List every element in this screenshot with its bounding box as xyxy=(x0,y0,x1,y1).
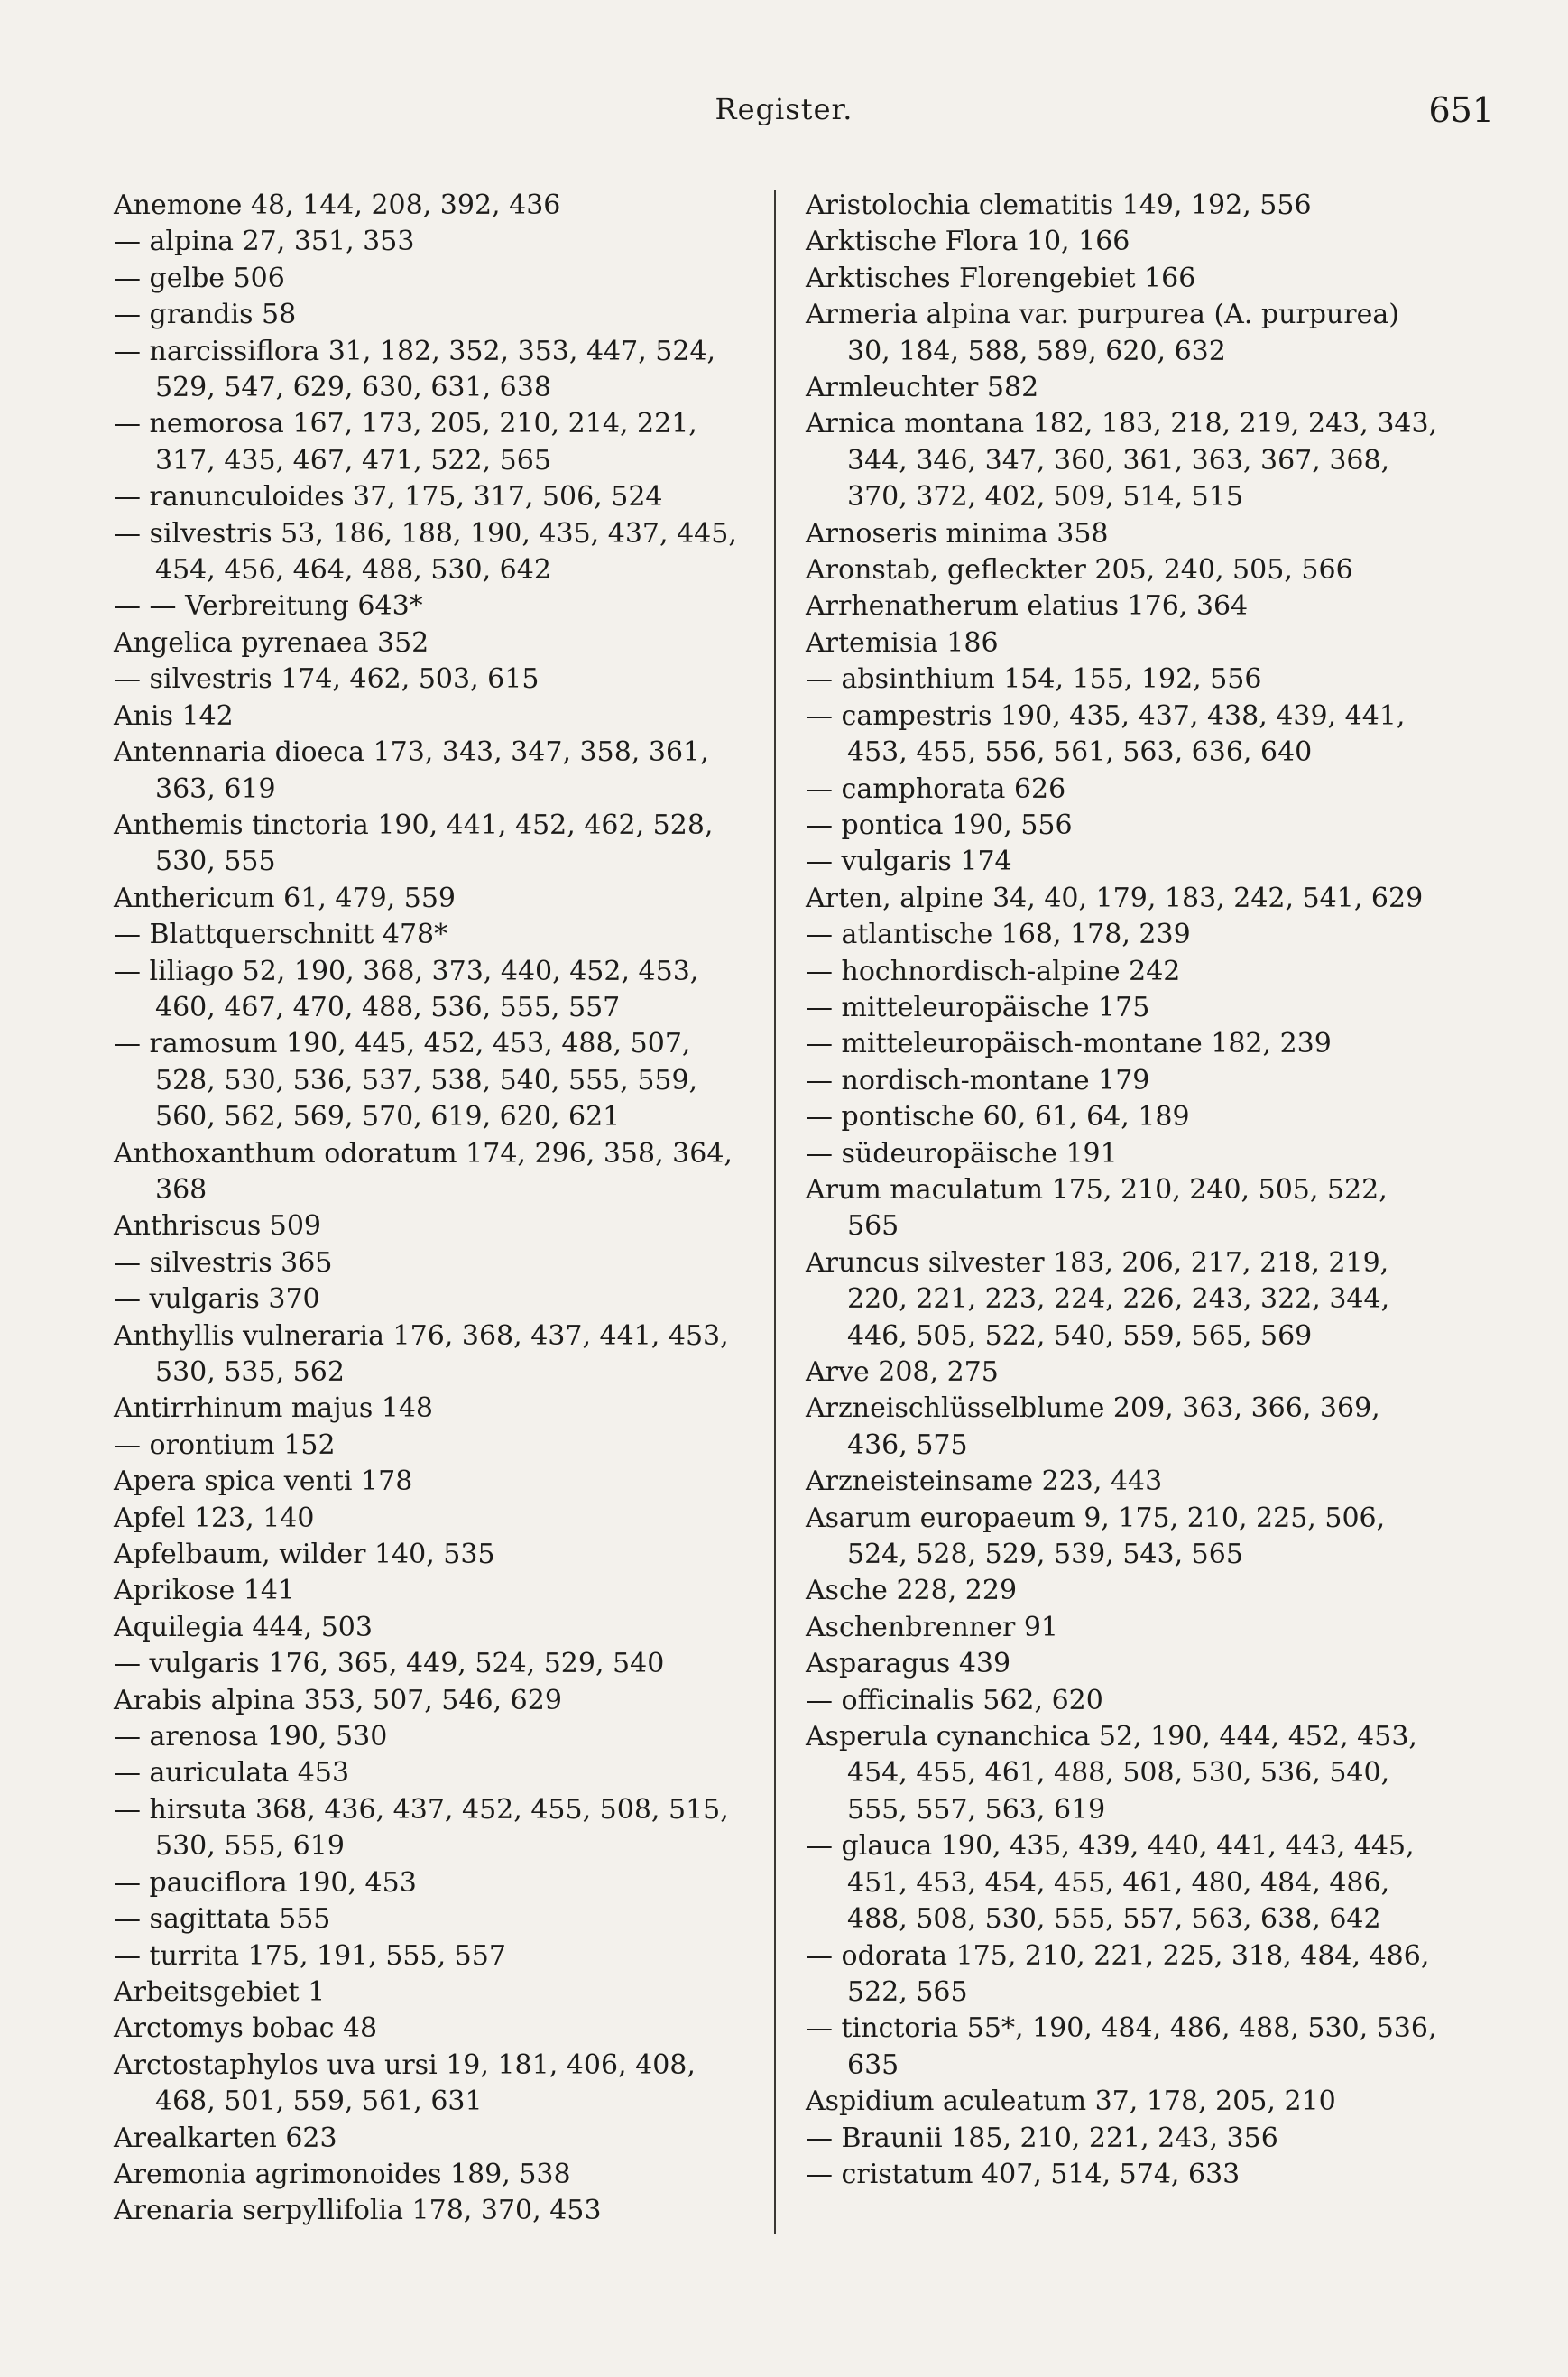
entry-text: campestris 190, 435, 437, 438, 439, 441, 453, 455, 556, 561, 563, 636, 640 xyxy=(841,699,1406,769)
page-title: Register. xyxy=(715,92,853,126)
entry-text: Braunii 185, 210, 221, 243, 356 xyxy=(841,2122,1278,2154)
entry-dash: — xyxy=(114,481,150,513)
index-entry xyxy=(114,188,750,224)
index-entry xyxy=(114,881,750,917)
index-entry xyxy=(806,1026,1442,1062)
entry-dash: — xyxy=(806,2158,842,2190)
entry-dash: — xyxy=(114,1283,150,1316)
index-entry xyxy=(114,1318,750,1392)
entry-text: nordisch-montane 179 xyxy=(841,1064,1150,1096)
index-entry xyxy=(114,1208,750,1244)
index-entry xyxy=(806,881,1442,917)
entry-text: Arenaria serpyllifolia 178, 370, 453 xyxy=(114,2195,602,2227)
entry-dash: — xyxy=(114,1721,150,1753)
entry-text: Aruncus silvester 183, 206, 217, 218, 219, 220, 221, 223, 224, 226, 243, 322, 344, 446, 505, 522, 540, 559, 565, 569 xyxy=(806,1246,1390,1352)
entry-text: Apera spica venti 178 xyxy=(114,1466,413,1498)
entry-text: silvestris 174, 462, 503, 615 xyxy=(149,663,540,696)
entry-dash: — xyxy=(114,1246,150,1279)
index-entry xyxy=(806,1136,1442,1172)
index-entry xyxy=(806,370,1442,406)
index-entry xyxy=(114,1281,750,1318)
entry-text: Antirrhinum majus 148 xyxy=(114,1392,434,1425)
index-entry xyxy=(806,1719,1442,1828)
entry-text: ramosum 190, 445, 452, 453, 488, 507, 528, 530, 536, 537, 538, 540, 555, 559, 560, 562, 569, 570, 619, 620, 621 xyxy=(149,1028,698,1133)
index-entry xyxy=(114,1683,750,1719)
entry-text: Arve 208, 275 xyxy=(806,1356,999,1388)
index-entry xyxy=(114,1428,750,1464)
index-entry xyxy=(114,661,750,698)
entry-text: Aprikose 141 xyxy=(114,1575,295,1607)
entry-text: Verbreitung 643* xyxy=(185,590,423,623)
index-entry xyxy=(806,224,1442,260)
index-entry xyxy=(114,1501,750,1537)
index-entry xyxy=(806,1099,1442,1135)
index-entry xyxy=(114,698,750,735)
entry-dash: — xyxy=(806,1830,842,1863)
entry-text: Armleuchter 582 xyxy=(806,372,1039,404)
entry-dash: — xyxy=(806,1137,842,1170)
entry-text: mitteleuropäisch-montane 182, 239 xyxy=(841,1028,1332,1060)
index-entry xyxy=(114,406,750,479)
entry-text: odorata 175, 210, 221, 225, 318, 484, 486, 522, 565 xyxy=(841,1939,1430,2008)
index-entry xyxy=(114,588,750,624)
entry-text: pauciflora 190, 453 xyxy=(149,1866,417,1899)
entry-text: Anthericum 61, 479, 559 xyxy=(114,882,456,914)
entry-text: Asperula cynanchica 52, 190, 444, 452, 453, 454, 455, 461, 488, 508, 530, 536, 540, 555, 557, 563, 619 xyxy=(806,1721,1417,1826)
entry-text: atlantische 168, 178, 239 xyxy=(841,919,1191,951)
entry-text: narcissiflora 31, 182, 352, 353, 447, 524, 529, 547, 629, 630, 631, 638 xyxy=(149,335,716,404)
index-entry xyxy=(806,1573,1442,1609)
entry-text: Arzneischlüsselblume 209, 363, 366, 369, 436, 575 xyxy=(806,1392,1380,1461)
entry-dash: — xyxy=(114,1429,150,1461)
entry-dash: — xyxy=(114,1648,150,1680)
entry-text: tinctoria 55*, 190, 484, 486, 488, 530, 536, 635 xyxy=(841,2012,1437,2081)
index-entry xyxy=(114,479,750,515)
index-entry xyxy=(114,1646,750,1682)
index-entry xyxy=(806,2121,1442,2157)
index-entry xyxy=(114,1865,750,1901)
index-entry xyxy=(114,1719,750,1755)
entry-text: Apfelbaum, wilder 140, 535 xyxy=(114,1539,495,1571)
index-entry xyxy=(114,2121,750,2157)
entry-text: pontica 190, 556 xyxy=(841,809,1073,841)
entry-text: mitteleuropäische 175 xyxy=(841,991,1150,1023)
index-entry xyxy=(806,1938,1442,2012)
entry-dash: — xyxy=(806,846,842,878)
entry-dash: — xyxy=(114,517,150,550)
entry-dash: — xyxy=(806,1939,842,1972)
index-entry xyxy=(806,2084,1442,2120)
entry-text: Anis 142 xyxy=(114,699,234,732)
index-entry xyxy=(806,1828,1442,1938)
entry-text: silvestris 365 xyxy=(149,1246,333,1279)
index-entry xyxy=(114,1537,750,1573)
index-entry xyxy=(806,1683,1442,1719)
index-entry xyxy=(114,917,750,953)
index-entry xyxy=(114,2048,750,2121)
index-entry xyxy=(806,772,1442,808)
index-entry xyxy=(806,698,1442,772)
index-entry xyxy=(114,1464,750,1500)
entry-text: Blattquerschnitt 478* xyxy=(149,919,448,951)
index-entry xyxy=(806,516,1442,552)
entry-text: Arum maculatum 175, 210, 240, 505, 522, 565 xyxy=(806,1173,1388,1243)
index-entry xyxy=(806,2011,1442,2084)
index-entry xyxy=(114,735,750,808)
entry-text: Asarum europaeum 9, 175, 210, 225, 506, 524, 528, 529, 539, 543, 565 xyxy=(806,1502,1386,1571)
index-entry xyxy=(806,1245,1442,1355)
entry-text: Arctomys bobac 48 xyxy=(114,2012,378,2045)
index-entry xyxy=(806,261,1442,297)
entry-dash: — xyxy=(114,663,150,696)
index-entry xyxy=(806,188,1442,224)
entry-text: officinalis 562, 620 xyxy=(841,1684,1103,1716)
index-entry xyxy=(806,1501,1442,1574)
entry-text: alpina 27, 351, 353 xyxy=(149,226,415,258)
index-entry xyxy=(806,297,1442,370)
index-entry xyxy=(806,917,1442,953)
index-entry xyxy=(114,1792,750,1865)
index-entry xyxy=(806,1063,1442,1099)
entry-dash: — xyxy=(806,991,842,1023)
entry-text: Asche 228, 229 xyxy=(806,1575,1018,1607)
page-number: 651 xyxy=(1428,90,1494,130)
entry-text: silvestris 53, 186, 188, 190, 435, 437, 445, 454, 456, 464, 488, 530, 642 xyxy=(149,517,737,587)
entry-text: Arktische Flora 10, 166 xyxy=(806,226,1130,258)
index-entry xyxy=(806,2157,1442,2193)
entry-dash: — xyxy=(114,1939,150,1972)
entry-text: Aschenbrenner 91 xyxy=(806,1611,1059,1643)
entry-text: vulgaris 370 xyxy=(149,1283,320,1316)
entry-text: Aquilegia 444, 503 xyxy=(114,1611,373,1643)
entry-text: südeuropäische 191 xyxy=(841,1137,1118,1170)
entry-text: nemorosa 167, 173, 205, 210, 214, 221, 317, 435, 467, 471, 522, 565 xyxy=(149,408,697,476)
entry-dash: — xyxy=(114,299,150,331)
index-column-right xyxy=(806,188,1442,2193)
entry-dash: — xyxy=(114,1866,150,1899)
index-entry xyxy=(114,2157,750,2193)
index-entry xyxy=(114,2193,750,2229)
index-entry xyxy=(806,1355,1442,1391)
entry-text: Aronstab, gefleckter 205, 240, 505, 566 xyxy=(806,554,1353,587)
index-entry xyxy=(114,297,750,333)
entry-text: glauca 190, 435, 439, 440, 441, 443, 445, 451, 453, 454, 455, 461, 480, 484, 486, 488, 508, 530, 555, 557, 563, 638, 642 xyxy=(841,1830,1415,1936)
entry-text: sagittata 555 xyxy=(149,1903,331,1936)
index-entry xyxy=(806,1172,1442,1245)
index-entry xyxy=(806,844,1442,880)
entry-dash: — xyxy=(114,1028,150,1060)
entry-dash: — xyxy=(806,809,842,841)
index-entry xyxy=(114,516,750,589)
entry-text: Anemone 48, 144, 208, 392, 436 xyxy=(114,190,561,221)
index-entry xyxy=(806,1391,1442,1464)
entry-text: Arctostaphylos uva ursi 19, 181, 406, 408, 468, 501, 559, 561, 631 xyxy=(114,2049,696,2118)
index-entry xyxy=(114,954,750,1027)
index-entry xyxy=(114,625,750,661)
entry-text: orontium 152 xyxy=(149,1429,336,1461)
entry-dash: — xyxy=(806,955,842,987)
entry-text: ranunculoides 37, 175, 317, 506, 524 xyxy=(149,481,663,513)
entry-dash: — xyxy=(806,1101,842,1133)
entry-text: camphorata 626 xyxy=(841,772,1066,805)
entry-text: cristatum 407, 514, 574, 633 xyxy=(841,2158,1241,2190)
index-entry xyxy=(114,1975,750,2011)
index-entry xyxy=(114,1938,750,1975)
entry-text: Apfel 123, 140 xyxy=(114,1502,315,1534)
index-entry xyxy=(806,588,1442,624)
index-entry xyxy=(806,808,1442,844)
entry-text: Angelica pyrenaea 352 xyxy=(114,626,429,659)
entry-dash: — xyxy=(806,1684,842,1716)
index-entry xyxy=(114,1026,750,1135)
entry-text: Aristolochia clematitis 149, 192, 556 xyxy=(806,190,1312,221)
entry-text: Arbeitsgebiet 1 xyxy=(114,1975,326,2008)
index-entry xyxy=(114,1610,750,1646)
index-entry xyxy=(806,661,1442,698)
entry-text: Anthyllis vulneraria 176, 368, 437, 441, 453, 530, 535, 562 xyxy=(114,1319,729,1388)
entry-text: Aspidium aculeatum 37, 178, 205, 210 xyxy=(806,2086,1336,2118)
index-entry xyxy=(114,261,750,297)
entry-dash: — xyxy=(114,262,150,294)
entry-dash: — xyxy=(806,1028,842,1060)
entry-text: Aremonia agrimonoides 189, 538 xyxy=(114,2158,571,2190)
index-entry xyxy=(114,1901,750,1938)
entry-text: hochnordisch-alpine 242 xyxy=(841,955,1181,987)
entry-text: turrita 175, 191, 555, 557 xyxy=(149,1939,506,1972)
entry-text: Armeria alpina var. purpurea (A. purpurea) 30, 184, 588, 589, 620, 632 xyxy=(806,299,1399,367)
entry-dash: — xyxy=(806,2012,842,2045)
index-entry xyxy=(806,1646,1442,1682)
index-entry xyxy=(806,990,1442,1026)
index-entry xyxy=(806,406,1442,515)
entry-dash: — xyxy=(114,1793,150,1826)
entry-text: Arktisches Florengebiet 166 xyxy=(806,262,1196,294)
entry-dash: — xyxy=(114,226,150,258)
entry-text: pontische 60, 61, 64, 189 xyxy=(841,1101,1190,1133)
entry-dash: — xyxy=(806,663,842,696)
entry-text: grandis 58 xyxy=(149,299,297,331)
entry-dash: — xyxy=(114,919,150,951)
index-entry xyxy=(114,224,750,260)
entry-text: Arealkarten 623 xyxy=(114,2122,337,2154)
entry-text: liliago 52, 190, 368, 373, 440, 452, 453, 460, 467, 470, 488, 536, 555, 557 xyxy=(149,955,699,1023)
entry-text: arenosa 190, 530 xyxy=(149,1721,388,1753)
entry-dash: — xyxy=(114,335,150,367)
entry-dash: — — xyxy=(114,590,186,623)
entry-text: Anthoxanthum odoratum 174, 296, 358, 364, 368 xyxy=(114,1137,733,1206)
entry-dash: — xyxy=(806,772,842,805)
entry-text: auriculata 453 xyxy=(149,1757,350,1790)
index-entry xyxy=(114,334,750,407)
index-entry xyxy=(806,1464,1442,1500)
index-entry xyxy=(806,1610,1442,1646)
index-entry xyxy=(806,625,1442,661)
index-entry xyxy=(806,552,1442,588)
entry-text: Arnica montana 182, 183, 218, 219, 243, 343, 344, 346, 347, 360, 361, 363, 367, 368, 370, 372, 402, 509, 514, 515 xyxy=(806,408,1438,513)
index-entry xyxy=(114,1573,750,1609)
entry-dash: — xyxy=(114,955,150,987)
index-entry xyxy=(114,1245,750,1281)
entry-text: gelbe 506 xyxy=(149,262,285,294)
entry-text: vulgaris 176, 365, 449, 524, 529, 540 xyxy=(149,1648,665,1680)
index-entry xyxy=(114,1391,750,1427)
entry-dash: — xyxy=(114,1903,150,1936)
entry-text: Arnoseris minima 358 xyxy=(806,517,1109,550)
entry-text: Asparagus 439 xyxy=(806,1648,1011,1680)
entry-text: Arrhenatherum elatius 176, 364 xyxy=(806,590,1249,623)
entry-dash: — xyxy=(806,2122,842,2154)
entry-text: Antennaria dioeca 173, 343, 347, 358, 361, 363, 619 xyxy=(114,736,709,805)
entry-text: Anthriscus 509 xyxy=(114,1210,322,1243)
index-entry xyxy=(806,954,1442,990)
index-entry xyxy=(114,1755,750,1791)
entry-text: Arten, alpine 34, 40, 179, 183, 242, 541, 629 xyxy=(806,882,1424,914)
entry-text: hirsuta 368, 436, 437, 452, 455, 508, 515, 530, 555, 619 xyxy=(149,1793,729,1863)
entry-text: absinthium 154, 155, 192, 556 xyxy=(841,663,1262,696)
entry-text: vulgaris 174 xyxy=(841,846,1012,878)
entry-dash: — xyxy=(114,1757,150,1790)
index-entry xyxy=(114,1136,750,1209)
entry-dash: — xyxy=(806,1064,842,1096)
index-entry xyxy=(114,808,750,881)
entry-text: Arzneisteinsame 223, 443 xyxy=(806,1466,1163,1498)
index-column-left xyxy=(114,188,750,2230)
entry-text: Artemisia 186 xyxy=(806,626,999,659)
entry-text: Arabis alpina 353, 507, 546, 629 xyxy=(114,1684,562,1716)
entry-dash: — xyxy=(114,408,150,440)
column-divider xyxy=(774,190,776,2234)
entry-dash: — xyxy=(806,699,842,732)
entry-dash: — xyxy=(806,919,842,951)
entry-text: Anthemis tinctoria 190, 441, 452, 462, 528, 530, 555 xyxy=(114,809,714,878)
index-entry xyxy=(114,2011,750,2047)
